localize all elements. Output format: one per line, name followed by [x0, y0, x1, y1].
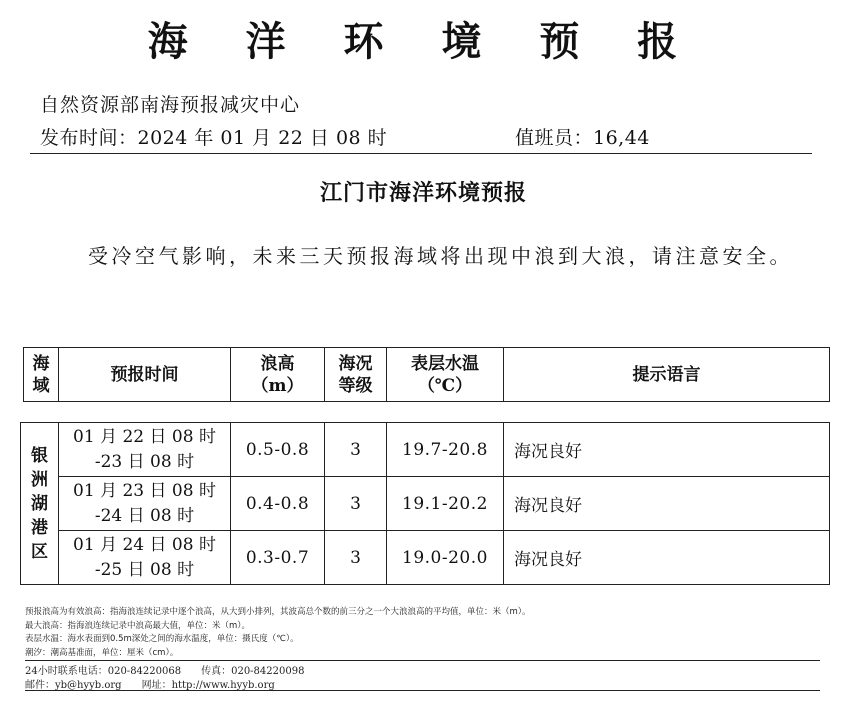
page-title: 海 洋 环 境 预 报 — [147, 18, 700, 65]
period-start: 01 月 23 日 08 时 — [73, 480, 216, 501]
period-end: -25 日 08 时 — [94, 559, 195, 580]
wave-cell: 0.5-0.8 — [231, 423, 325, 477]
temp-cell: 19.1-20.2 — [387, 477, 504, 531]
organization-name: 自然资源部南海预报减灾中心 — [40, 94, 301, 116]
contact-phone: 24小时联系电话：020-84220068 传真：020-84220098 — [25, 666, 305, 677]
notes — [25, 606, 531, 660]
table-row — [21, 477, 830, 531]
level-cell: 3 — [325, 423, 387, 477]
header-area — [24, 348, 59, 402]
level-cell: 3 — [325, 477, 387, 531]
header-period: 预报时间 — [59, 348, 231, 402]
issue-time: 发布时间：2024 年 01 月 22 日 08 时 — [40, 127, 388, 149]
wave-cell: 0.3-0.7 — [231, 531, 325, 585]
tip-cell: 海况良好 — [504, 531, 830, 585]
period-end: -23 日 08 时 — [94, 451, 195, 472]
level-cell: 3 — [325, 531, 387, 585]
header-temp-label: 表层水温（℃） — [411, 353, 479, 396]
forecast-table — [20, 422, 830, 585]
header-wave — [231, 348, 325, 402]
period-start: 01 月 24 日 08 时 — [73, 534, 216, 555]
section-title: 江门市海洋环境预报 — [319, 180, 527, 206]
note-line: 潮汐：潮高基准面，单位：厘米（cm）。 — [25, 647, 179, 658]
duty-officer: 值班员：16,44 — [515, 127, 650, 149]
area-name: 银洲湖港区 — [31, 445, 48, 562]
header-row — [24, 348, 830, 402]
area-cell — [21, 423, 59, 585]
tip-cell: 海况良好 — [504, 423, 830, 477]
header-level-label: 海况等级 — [338, 353, 373, 396]
footer-divider-bottom — [25, 690, 820, 691]
note-line: 表层水温：海水表面到0.5m深处之间的海水温度，单位：摄氏度（℃）。 — [25, 634, 299, 644]
header-divider — [30, 153, 812, 154]
wave-cell: 0.4-0.8 — [231, 477, 325, 531]
table-row — [21, 531, 830, 585]
header-tip: 提示语言 — [504, 348, 830, 402]
table-row — [21, 423, 830, 477]
temp-cell: 19.7-20.8 — [387, 423, 504, 477]
header-level — [325, 348, 387, 402]
header-temp — [387, 348, 504, 402]
forecast-table-header — [23, 347, 830, 402]
tip-cell: 海况良好 — [504, 477, 830, 531]
forecast-summary: 受冷空气影响，未来三天预报海域将出现中浪到大浪，请注意安全。 — [88, 244, 793, 268]
header-area-label: 海域 — [32, 353, 50, 396]
header-wave-label: 浪高（m） — [251, 353, 304, 396]
contact-email-web: 邮件：yb@hyyb.org 网址：http://www.hyyb.org — [25, 680, 275, 691]
period-start: 01 月 22 日 08 时 — [73, 426, 216, 447]
period-end: -24 日 08 时 — [94, 505, 195, 526]
note-line: 预报浪高为有效浪高：指海浪连续记录中逐个浪高，从大到小排列，其波高总个数的前三分之一个大浪浪高的平均值，单位：米（m）。 — [25, 607, 531, 617]
period-cell — [59, 477, 231, 531]
footer-divider-top — [25, 660, 820, 661]
note-line: 最大浪高：指海浪连续记录中浪高最大值，单位：米（m）。 — [25, 620, 251, 631]
period-cell — [59, 531, 231, 585]
period-cell — [59, 423, 231, 477]
temp-cell: 19.0-20.0 — [387, 531, 504, 585]
